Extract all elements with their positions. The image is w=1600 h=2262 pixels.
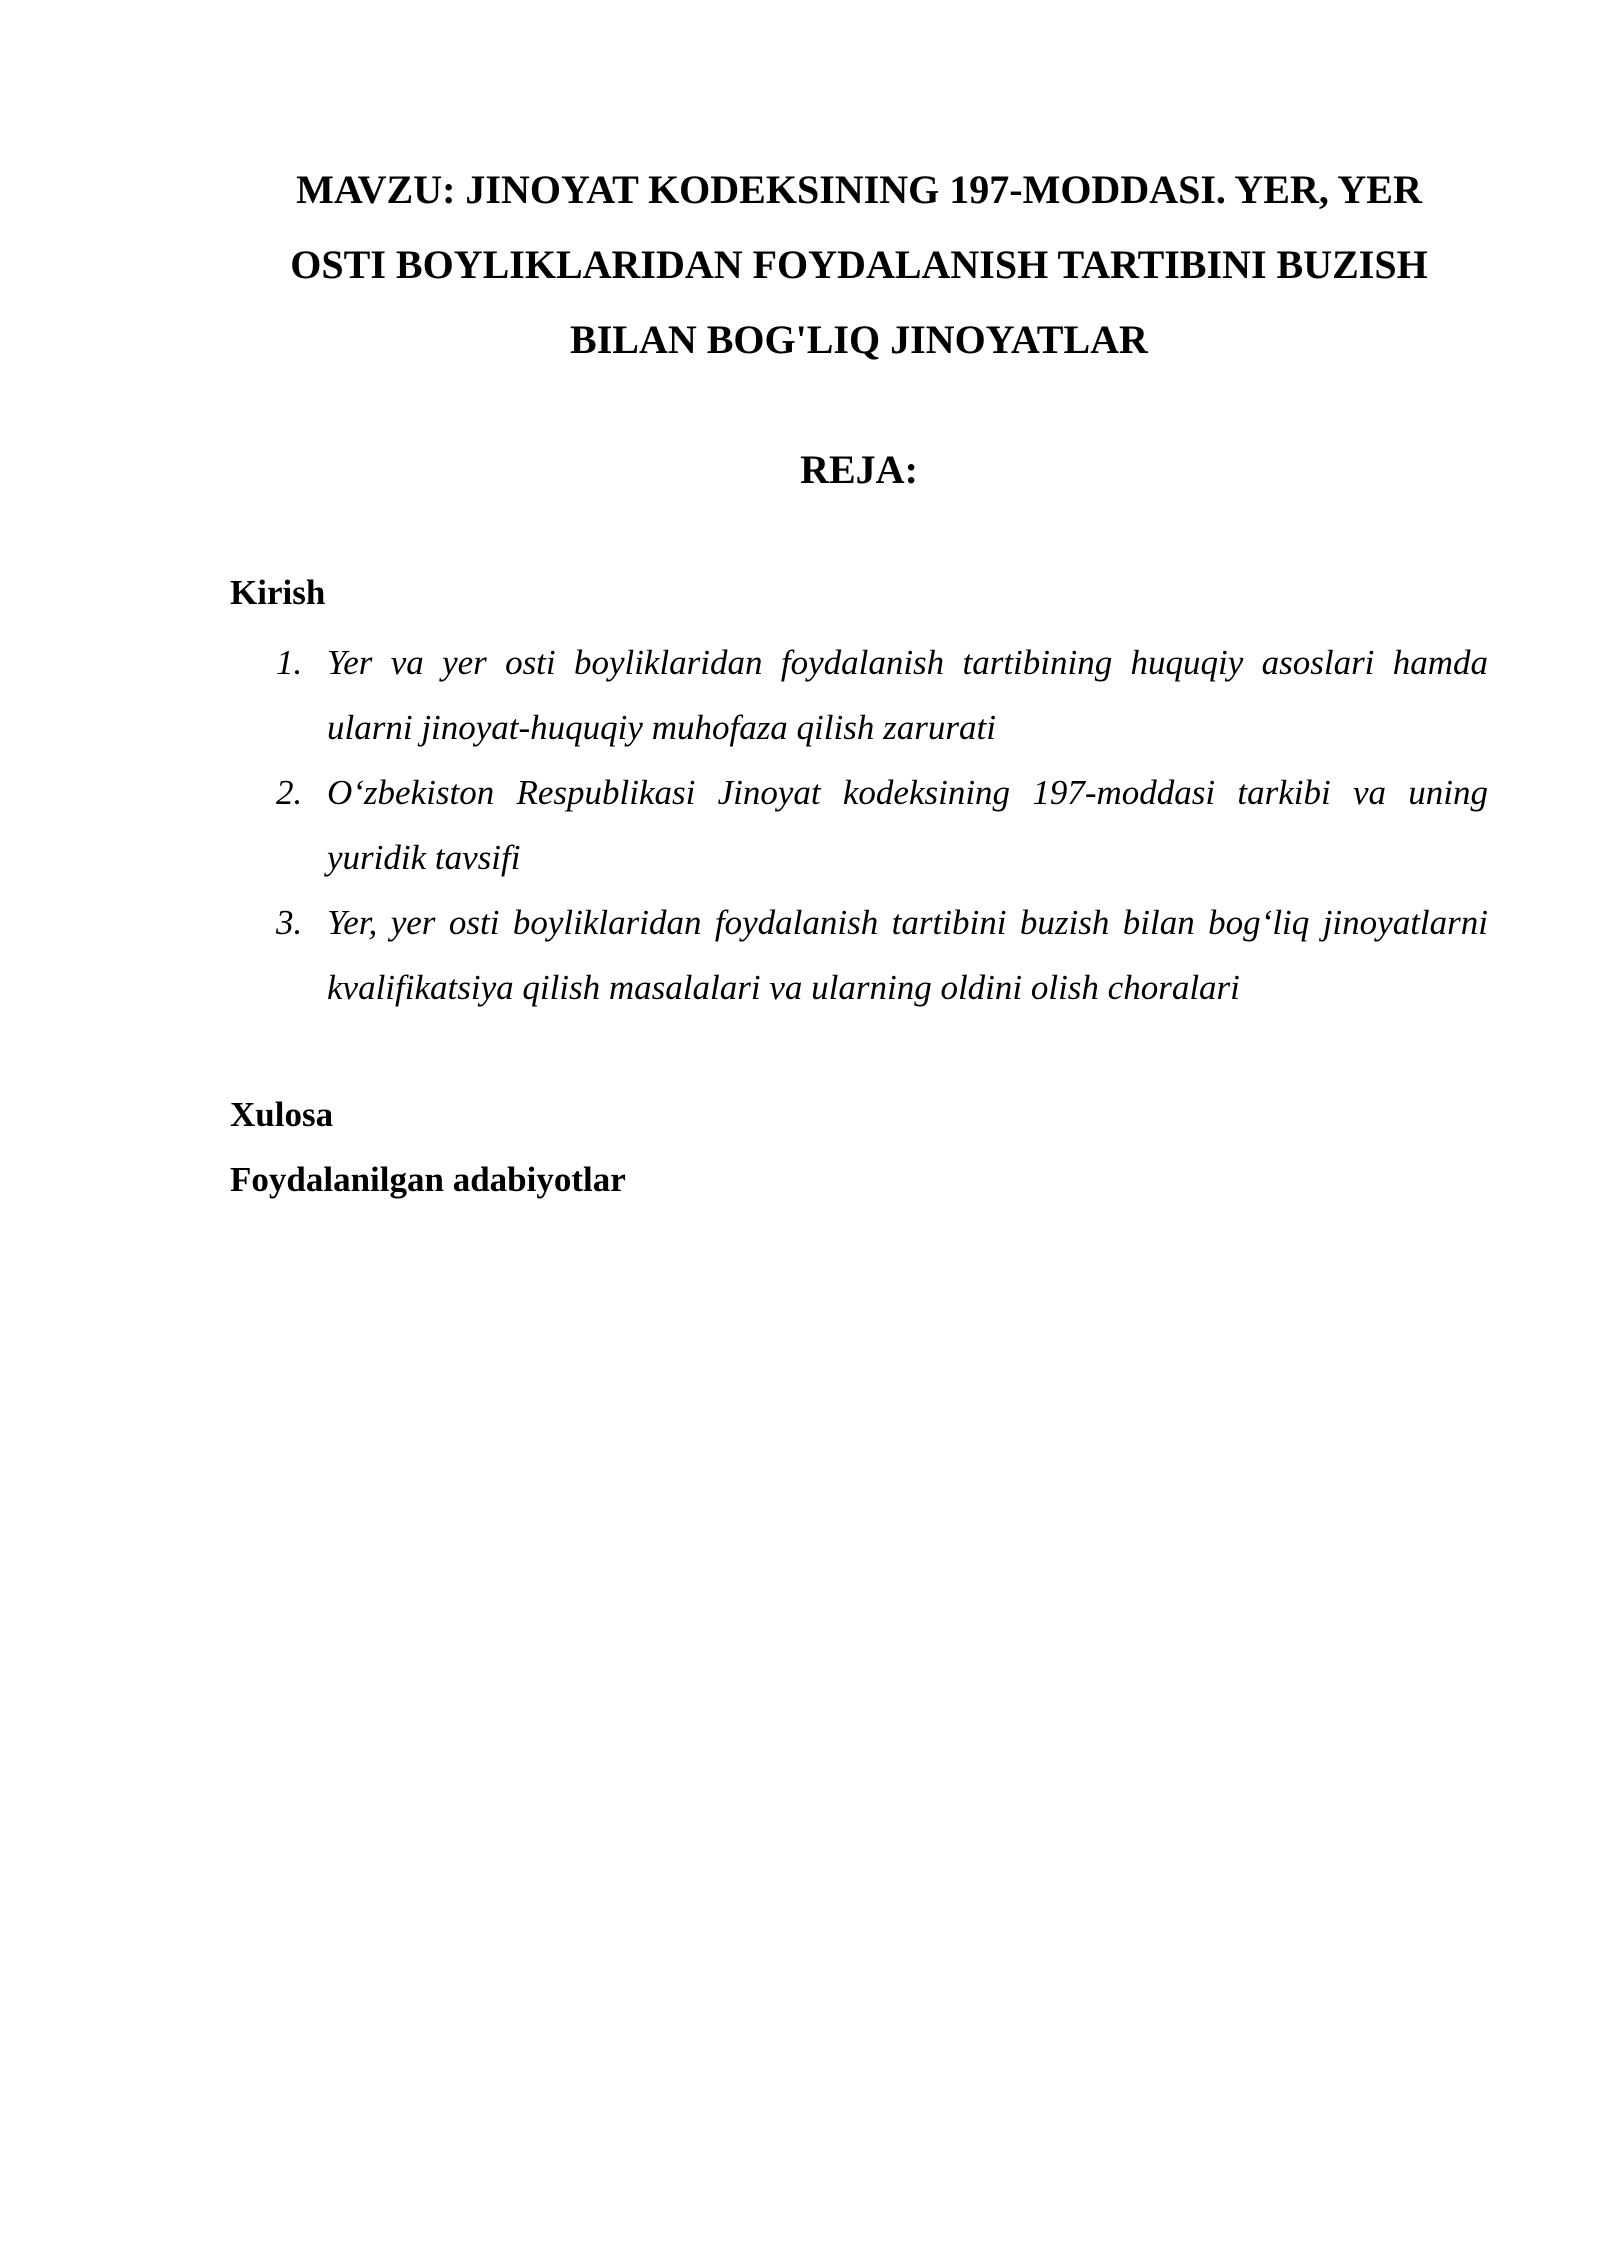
plan-item-text: Yer, yer osti boyliklaridan foydalanish tartibini buzish bilan bog‘liq jinoyatlarni kvalifikatsiya qilish masalalari va ularning oldini olish choralari: [327, 903, 1488, 1007]
plan-item-text: O‘zbekiston Respublikasi Jinoyat kodeksining 197-moddasi tarkibi va uning yuridik tavsifi: [327, 773, 1488, 877]
plan-heading: REJA:: [800, 447, 918, 492]
document-title: [230, 152, 1488, 377]
section-conclusion: Xulosa: [230, 1095, 334, 1134]
title-line-2: OSTI BOYLIKLARIDAN FOYDALANISH TARTIBINI BUZISH: [290, 242, 1428, 287]
title-line-3: BILAN BOG'LIQ JINOYATLAR: [570, 317, 1148, 362]
plan-item-text: Yer va yer osti boyliklaridan foydalanish tartibining huquqiy asoslari hamda ularni jinoyat-huquqiy muhofaza qilish zarurati: [327, 643, 1488, 747]
plan-item-1: [230, 630, 1488, 760]
plan-item-number: 1.: [276, 643, 303, 682]
plan-item-3: [230, 890, 1488, 1020]
section-references: Foydalanilgan adabiyotlar: [230, 1160, 626, 1199]
plan-list: [230, 630, 1488, 1020]
section-intro: Kirish: [230, 573, 326, 612]
plan-item-2: [230, 760, 1488, 890]
title-line-1: MAVZU: JINOYAT KODEKSINING 197-MODDASI. YER, YER: [296, 167, 1422, 212]
plan-item-number: 3.: [276, 903, 303, 942]
plan-item-number: 2.: [276, 773, 303, 812]
document-page: [230, 0, 1488, 2262]
